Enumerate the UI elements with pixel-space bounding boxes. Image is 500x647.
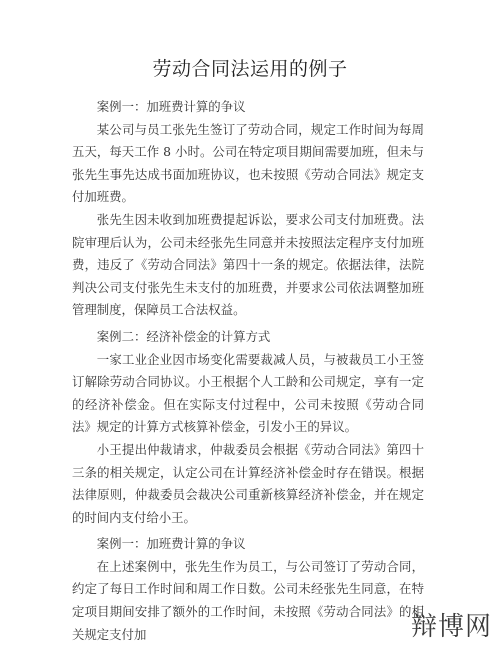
paragraph: 一家工业企业因市场变化需要裁减人员，与被裁员工小王签订解除劳动合同协议。小王根据个人工龄和公司规定，享有一定的经济补偿金。但在实际支付过程中，公司未按照《劳动合同法》规定的计算方式核算补偿金，引发小王的异议。 xyxy=(72,351,424,435)
paragraph: 某公司与员工张先生签订了劳动合同，规定工作时间为每周五天，每天工作 8 小时。公司在特定项目期间需要加班，但未与张先生事先达成书面加班协议，也未按照《劳动合同法》规定支付加班费。 xyxy=(72,121,424,205)
section-heading-case-1: 案例一：加班费计算的争议 xyxy=(96,99,246,114)
paragraph: 在上述案例中，张先生作为员工，与公司签订了劳动合同，约定了每日工作时间和周工作日数。公司未经张先生同意，在特定项目期间安排了额外的工作时间，未按照《劳动合同法》的相关规定支付加 xyxy=(72,558,424,642)
paragraph: 小王提出仲裁请求，仲裁委员会根据《劳动合同法》第四十三条的相关规定，认定公司在计算经济补偿金时存在错误。根据法律原则，仲裁委员会裁决公司重新核算经济补偿金，并在规定的时间内支付给小王。 xyxy=(72,441,424,525)
page-title: 劳动合同法运用的例子 xyxy=(152,58,348,80)
site-watermark: 辩博网 xyxy=(410,612,492,642)
document-body xyxy=(72,96,424,646)
section-heading-case-1-analysis: 案例一：加班费计算的争议 xyxy=(96,536,246,552)
section-heading-case-2: 案例二：经济补偿金的计算方式 xyxy=(96,328,271,344)
paragraph: 张先生因未收到加班费提起诉讼，要求公司支付加班费。法院审理后认为，公司未经张先生同意并未按照法定程序支付加班费，违反了《劳动合同法》第四十一条的规定。依据法律，法院判决公司支付张先生未支付的加班费，并要求公司依法调整加班管理制度，保障员工合法权益。 xyxy=(72,211,424,318)
